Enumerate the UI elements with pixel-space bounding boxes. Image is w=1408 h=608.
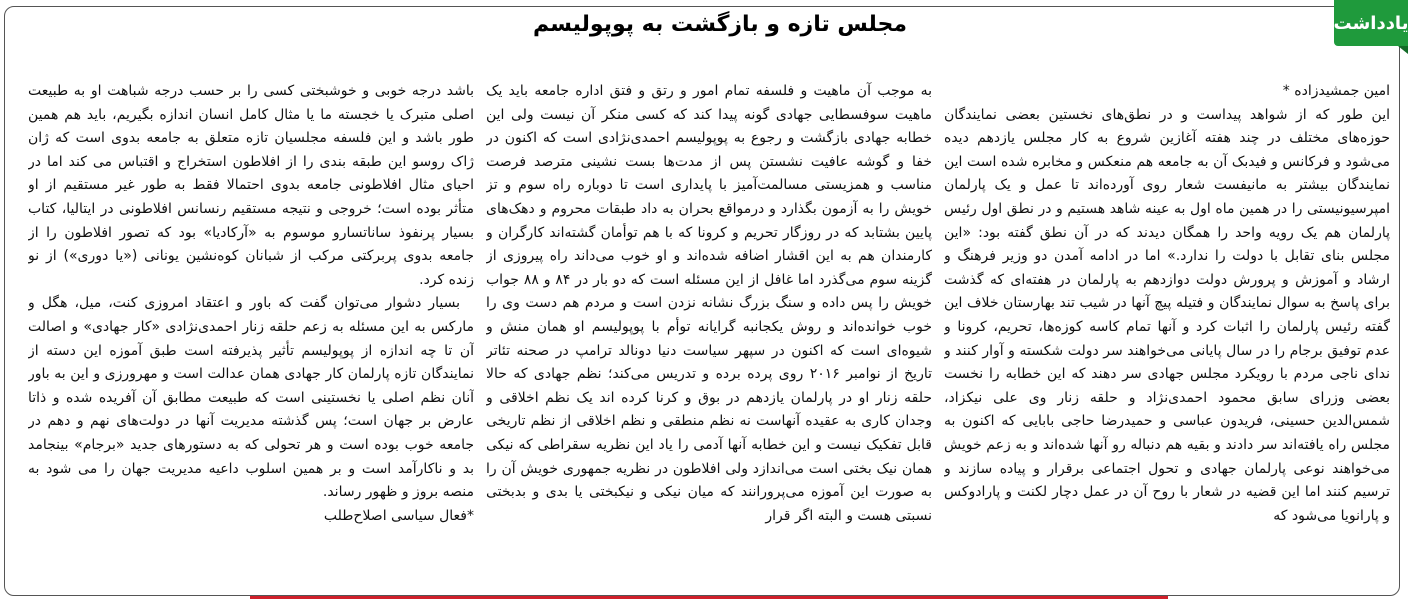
section-tab: یادداشت <box>1334 0 1408 46</box>
column-3-paragraph-2: بسیار دشوار می‌توان گفت که باور و اعتقاد امروزی کنت، میل، هگل و مارکس به این مسئله به زعم حلقه زنار احمدی‌نژادی «کار جهادی» و اصالت آن تا چه اندازه از پوپولیسم تأثیر پذیرفته است طبق آموزه این دسته از نمایندگان تازه پارلمان کار جهادی همان عدالت است و مهرورزی و این به باور آنان نظم اصلی یا نخستینی است که طبیعت مطابق آن آفریده شده و ذاتا عارض بر جهان است؛ پس گذشته مدیریت آنها در دولت‌های نهم و دهم در جامعه خوب بوده است و هر تحولی که به دستورهای جدید «برجام» بینجامد بد و ناکارآمد است و بر همین اسلوب داعیه مدیریت جهان را می شود به منصه بروز و ظهور رساند. <box>28 295 474 501</box>
article-column-2 <box>486 80 932 580</box>
article-column-3 <box>28 80 474 580</box>
article-column-1 <box>944 80 1390 580</box>
article-headline: مجلس تازه و بازگشت به پوپولیسم <box>533 12 907 37</box>
section-tab-notch <box>1398 46 1408 54</box>
bottom-red-rule <box>250 596 1168 599</box>
column-3-paragraph-1: باشد درجه خوبی و خوشبختی کسی را بر حسب درجه شباهت او به طبیعت اصلی متبرک یا خجسته ما یا مثال کامل انسان اندازه بگیریم، باید هم همین طور باشد و این فلسفه مجلسیان تازه متعلق به جامعه بدوی است که ژان ژاک روسو این طبقه بندی را از افلاطون استخراج و اقتباس می کند اما در احیای مثال افلاطونی جامعه بدوی احتمالا فقط به طور غیر مستقیم از او متأثر بوده است؛ خروجی و نتیجه مستقیم رنسانس افلاطونی در ایتالیا، کتاب بسیار پرنفوذ ساناتسارو موسوم به «آرکادیا» بود که تصور افلاطون را از جامعه بدوی پربرکتی مرکب از شبانان کوه‌نشین یونانی («یا دوری») از نو زنده کرد. <box>28 83 474 288</box>
author-note: *فعال سیاسی اصلاح‌طلب <box>323 507 474 524</box>
column-1-text: این طور که از شواهد پیداست و در نطق‌های نخستین بعضی نمایندگان حوزه‌های مختلف در چند هفته آغازین شروع به کار مجلس یازدهم دیده می‌شود و فرکانس و فیدبک آن به جامعه هم منعکس و مخابره شده است این نمایندگان بیشتر به مانیفست شعار روی آورده‌اند تا عمل و یک پارلمان امپرسیونیستی را در همین ماه اول به عینه شاهد هستیم و در نطق اول رئیس پارلمان هم یک رویه واحد را همگان دیدند که در آن نطق گفته بود: «این مجلس بنای تقابل با دولت را ندارد.» اما در ادامه آمدن دو وزیر فرهنگ و ارشاد و آموزش و پرورش دولت دوازدهم به پارلمان در هفته‌ای که گذشت برای پاسخ به سوال نمایندگان و فتیله پیچ آنها در شیب تند بهارستان خلاف این گفته رئیس پارلمان را اثبات کرد و آنها تمام کاسه کوزه‌ها، تحریم، کرونا و عدم توفیق برجام را در سال پایانی می‌خواهند سر دولت شکسته و آوار کنند و ندای ناجی مردم با رویکرد مجلس جهادی سر دهند که این خطابه را نخست بعضی وزرای سابق محمود احمدی‌نژاد و حلقه زنار وی علی نیکزاد، شمس‌الدین حسینی، فریدون عباسی و حمیدرضا حاجی بابایی که اکنون به مجلس راه یافته‌اند سر دادند و بقیه هم دنباله رو آنها شده‌اند و به زعم خویش می‌خواهند نوعی پارلمان جهادی و تحول اجتماعی برقرار و پیاده سازند و ترسیم کنند اما این قضیه در شعار با روح آن در عمل دچار لکنت و پارادوکس و پارانویا می‌شود که <box>944 106 1390 524</box>
author-byline: امین جمشیدزاده * <box>1282 83 1390 99</box>
column-2-text: به موجب آن ماهیت و فلسفه تمام امور و رتق و فتق اداره جامعه باید یک ماهیت سوفسطایی جهادی گونه پیدا کند که کسی منکر آن نیست ولی این خطابه جهادی بازگشت و رجوع به پوپولیسم احمدی‌نژادی است که اکنون در خفا و گوشه عافیت نشستن پس از مدت‌ها بست نشینی مترصد فرصت مناسب و همزیستی مسالمت‌آمیز با پایداری است تا دوباره راه سوم و تز خویش را به آزمون بگذارد و درمواقع بحران به داد طبقات محروم و دهک‌های پایین بشتابد که در روزگار تحریم و کرونا که با هم توأمان گشته‌اند کارگران و کارمندان هم به این اقشار اضافه شده‌اند و او خوب می‌داند راه پیروزی از گزینه سوم می‌گذرد اما غافل از این مسئله است که دو بار در ۸۴ و ۸۸ جواب خویش را پس داده و سنگ بزرگ نشانه نزدن است و مردم هم دست وی را خوب خوانده‌اند و روش یکجانبه گرایانه توأم با پوپولیسم او همان منش و شیوه‌ای است که اکنون در سپهر سیاست دنیا دونالد ترامپ در صحنه تئاتر تاریخ از نوامبر ۲۰۱۶ روی پرده برده و تدریس می‌کند؛ نظم جهادی که حالا حلقه زنار او در پارلمان یازدهم در بوق و کرنا کرده اند یک نظم اخلاقی و وجدان کاری به عقیده آنهاست نه نظم منطقی و نظم اخلاقی از نظم تاریخی قابل تفکیک نیست و این خطابه آنها آدمی را یاد این نظریه سقراطی که نیکی همان نیک بختی است می‌اندازد ولی افلاطون در نظریه جمهوری خویش آن را به صورت این آموزه می‌پرورانند که میان نیکی و نیکبختی یا بدی و بدبختی نسبتی هست و البته اگر قرار <box>486 83 932 524</box>
